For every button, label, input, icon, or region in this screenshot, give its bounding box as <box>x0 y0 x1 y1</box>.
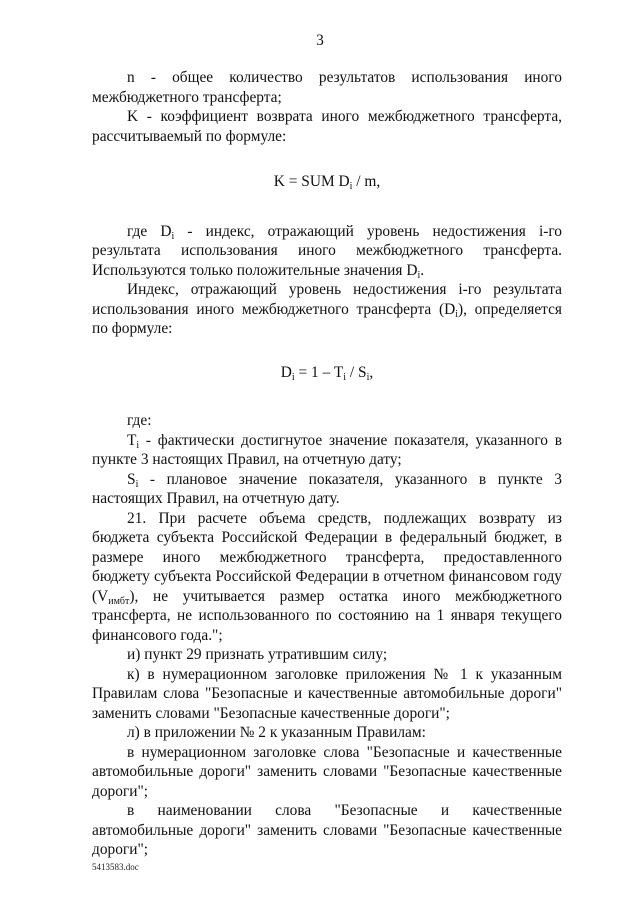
paragraph-item-k: к) в нумерационном заголовке приложения № 1 к указанным Правилам слова "Безопасные и качественные автомобильные дороги" заменить словами "Безопасные качественные дороги"; <box>92 665 562 722</box>
text-run: S <box>127 470 136 488</box>
paragraph-n-definition: n - общее количество результатов использования иного межбюджетного трансферта; <box>92 69 562 106</box>
paragraph-k-definition: K - коэффициент возврата иного межбюджетного трансферта, рассчитываемый по формуле: <box>92 108 562 145</box>
subscript: имбт <box>108 595 130 607</box>
formula-d-subscript: i <box>343 371 347 383</box>
paragraph-d-definition <box>92 222 562 281</box>
paragraph-index-definition <box>92 280 562 339</box>
subscript: i <box>136 439 140 451</box>
text-run: T <box>127 431 137 449</box>
paragraph-item-l: л) в приложении № 2 к указанным Правилам: <box>127 724 426 741</box>
formula-d-part: = 1 – T <box>294 363 344 381</box>
subscript: i <box>455 308 458 320</box>
text-run: . <box>420 261 425 279</box>
paragraph-numbering-header: в нумерационном заголовке слова "Безопасные и качественные автомобильные дороги" заменить словами "Безопасные качественные дороги"; <box>92 743 562 800</box>
paragraph-where: где: <box>127 412 152 429</box>
text-run: 21. При расчете объема средств, подлежащих возврату из бюджета субъекта Российской Федерации в федеральный бюджет, в размере иного межбюджетного трансферта, предоставленного бюджету субъекта Российской Федерации в отчетном финансовом году (V <box>92 509 562 605</box>
subscript: i <box>135 478 139 490</box>
page-number: 3 <box>316 32 324 49</box>
paragraph-naming: в наименовании слова "Безопасные и качественные автомобильные дороги" заменить словами "Безопасные качественные дороги"; <box>92 802 562 858</box>
formula-d <box>92 363 562 383</box>
text-run: - индекс, отражающий уровень недостижения i-го результата использования иного межбюджетного трансферта. Используются только положительные значения D <box>92 222 563 279</box>
footer-document-id: 5413583.doc <box>92 862 139 872</box>
paragraph-item-i: и) пункт 29 признать утратившим силу; <box>127 646 388 663</box>
formula-k <box>92 172 562 192</box>
formula-k-subscript: i <box>349 181 353 192</box>
formula-d-part: , <box>369 363 374 381</box>
text-run: ), не учитывается размер остатка иного межбюджетного трансферта, не использованного по состоянию на 1 января текущего финансового года."; <box>92 587 562 644</box>
formula-k-part: / m, <box>352 173 381 190</box>
paragraph-21 <box>92 509 562 646</box>
text-run: ), определяется по формуле: <box>92 300 562 337</box>
formula-d-part: D <box>280 363 292 381</box>
formula-d-subscript: i <box>366 371 370 383</box>
paragraph-t-definition <box>92 431 562 470</box>
subscript: i <box>171 230 175 242</box>
paragraph-s-definition <box>92 470 562 509</box>
text-run: Индекс, отражающий уровень недостижения i-го результата использования иного межбюджетного трансферта (D <box>92 281 562 318</box>
text-run: - плановое значение показателя, указанного в пункте 3 настоящих Правил, на отчетную дату. <box>92 470 562 507</box>
text-run: где D <box>127 222 172 240</box>
formula-d-part: / S <box>346 363 367 381</box>
subscript: i <box>417 269 421 281</box>
formula-k-part: K = SUM D <box>273 173 350 190</box>
formula-d-subscript: i <box>291 371 295 383</box>
document-body <box>92 68 562 860</box>
text-run: - фактически достигнутое значение показателя, указанного в пункте 3 настоящих Правил, на отчетную дату; <box>92 431 562 468</box>
